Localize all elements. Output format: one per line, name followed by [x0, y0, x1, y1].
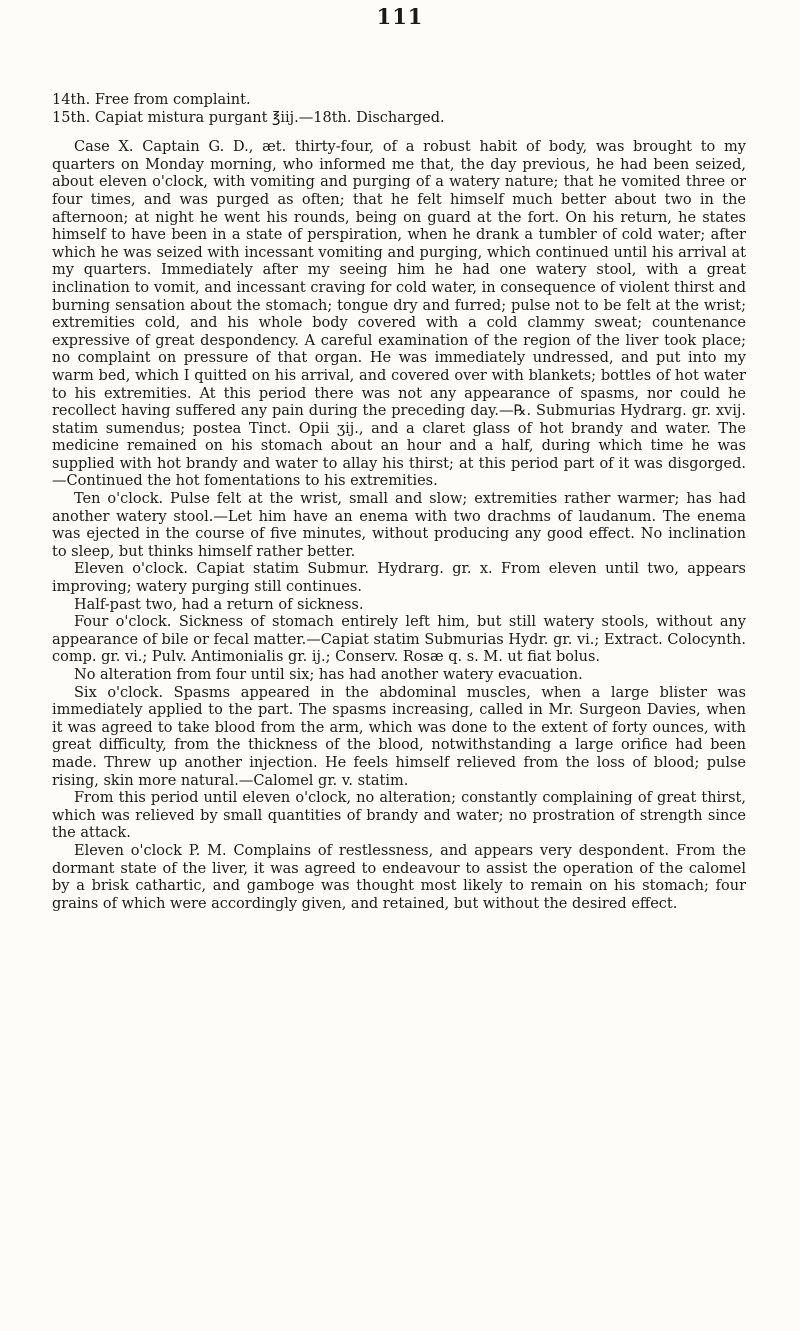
paragraph: 14th. Free from complaint. — [52, 92, 251, 108]
case-heading-paragraph: Case X. Captain G. D., æt. thirty-four, of a robust habit of body, was brought to my quarters on Monday morning, who informed me that, the day previous, he had been seized, about eleven o'clock, with vomiting and purging of a watery nature; that he vomited three or four times, and was purged as often; that he felt himself much better about two in the afternoon; at night he went his rounds, being on guard at the fort. On his return, he states himself to have been in a state of perspiration, when he drank a tumbler of cold water; after which he was seized with incessant vomiting and purging, which continued until his arrival at my quarters. Immediately after my seeing him he had one watery stool, with a great inclination to vomit, and incessant craving for cold water, in consequence of violent thirst and burning sensation about the stomach; tongue dry and furred; pulse not to be felt at the wrist; extremities cold, and his whole body covered with a cold clammy sweat; countenance expressive of great despondency. A careful examination of the region of the liver took place; no complaint on pressure of that organ. He was immediately undressed, and put into my warm bed, which I quitted on his arrival, and covered over with blankets; bottles of hot water to his extremities. At this period there was not any appearance of spasms, nor could he recollect having suffered any pain during the preceding day.—℞. Submurias Hydrarg. gr. xvij. statim sumendus; postea Tinct. Opii ʒij., and a claret glass of hot brandy and water. The medicine remained on his stomach about an hour and a half, during which time he was supplied with hot brandy and water to allay his thirst; at this period part of it was disgorged.—Continued the hot fomentations to his extremities. — [52, 139, 746, 490]
paragraph: Ten o'clock. Pulse felt at the wrist, small and slow; extremities rather warmer; has had another watery stool.—Let him have an enema with two drachms of laudanum. The enema was ejected in the course of five minutes, without producing any good effect. No inclination to sleep, but thinks himself rather better. — [52, 491, 746, 560]
paragraph: Four o'clock. Sickness of stomach entirely left him, but still watery stools, without any appearance of bile or fecal matter.—Capiat statim Submurias Hydr. gr. vi.; Extract. Colocynth. comp. gr. vi.; Pulv. Antimonialis gr. ij.; Conserv. Rosæ q. s. M. ut fiat bolus. — [52, 614, 746, 666]
paragraph: Half-past two, had a return of sickness. — [74, 596, 364, 613]
page-number: 111 — [376, 4, 424, 29]
paragraph: 15th. Capiat mistura purgant ℥iij.—18th. Discharged. — [52, 109, 445, 126]
paragraph: From this period until eleven o'clock, no alteration; constantly complaining of great thirst, which was relieved by small quantities of brandy and water; no prostration of strength since the attack. — [52, 790, 746, 842]
paragraph: No alteration from four until six; has had another watery evacuation. — [74, 667, 583, 683]
paragraph: Six o'clock. Spasms appeared in the abdominal muscles, when a large blister was immediately applied to the part. The spasms increasing, called in Mr. Surgeon Davies, when it was agreed to take blood from the arm, which was done to the extent of forty ounces, with great difficulty, from the thickness of the blood, notwithstanding a large orifice had been made. Threw up another injection. He feels himself relieved from the loss of blood; pulse rising, skin more natural.—Calomel gr. v. statim. — [52, 684, 746, 789]
paragraph: Eleven o'clock P. M. Complains of restlessness, and appears very despondent. From the dormant state of the liver, it was agreed to endeavour to assist the operation of the calomel by a brisk cathartic, and gamboge was thought most likely to remain on his stomach; four grains of which were accordingly given, and retained, but without the desired effect. — [52, 842, 746, 912]
body-text — [52, 92, 746, 913]
paragraph: Eleven o'clock. Capiat statim Submur. Hydrarg. gr. x. From eleven until two, appears improving; watery purging still continues. — [52, 561, 746, 596]
